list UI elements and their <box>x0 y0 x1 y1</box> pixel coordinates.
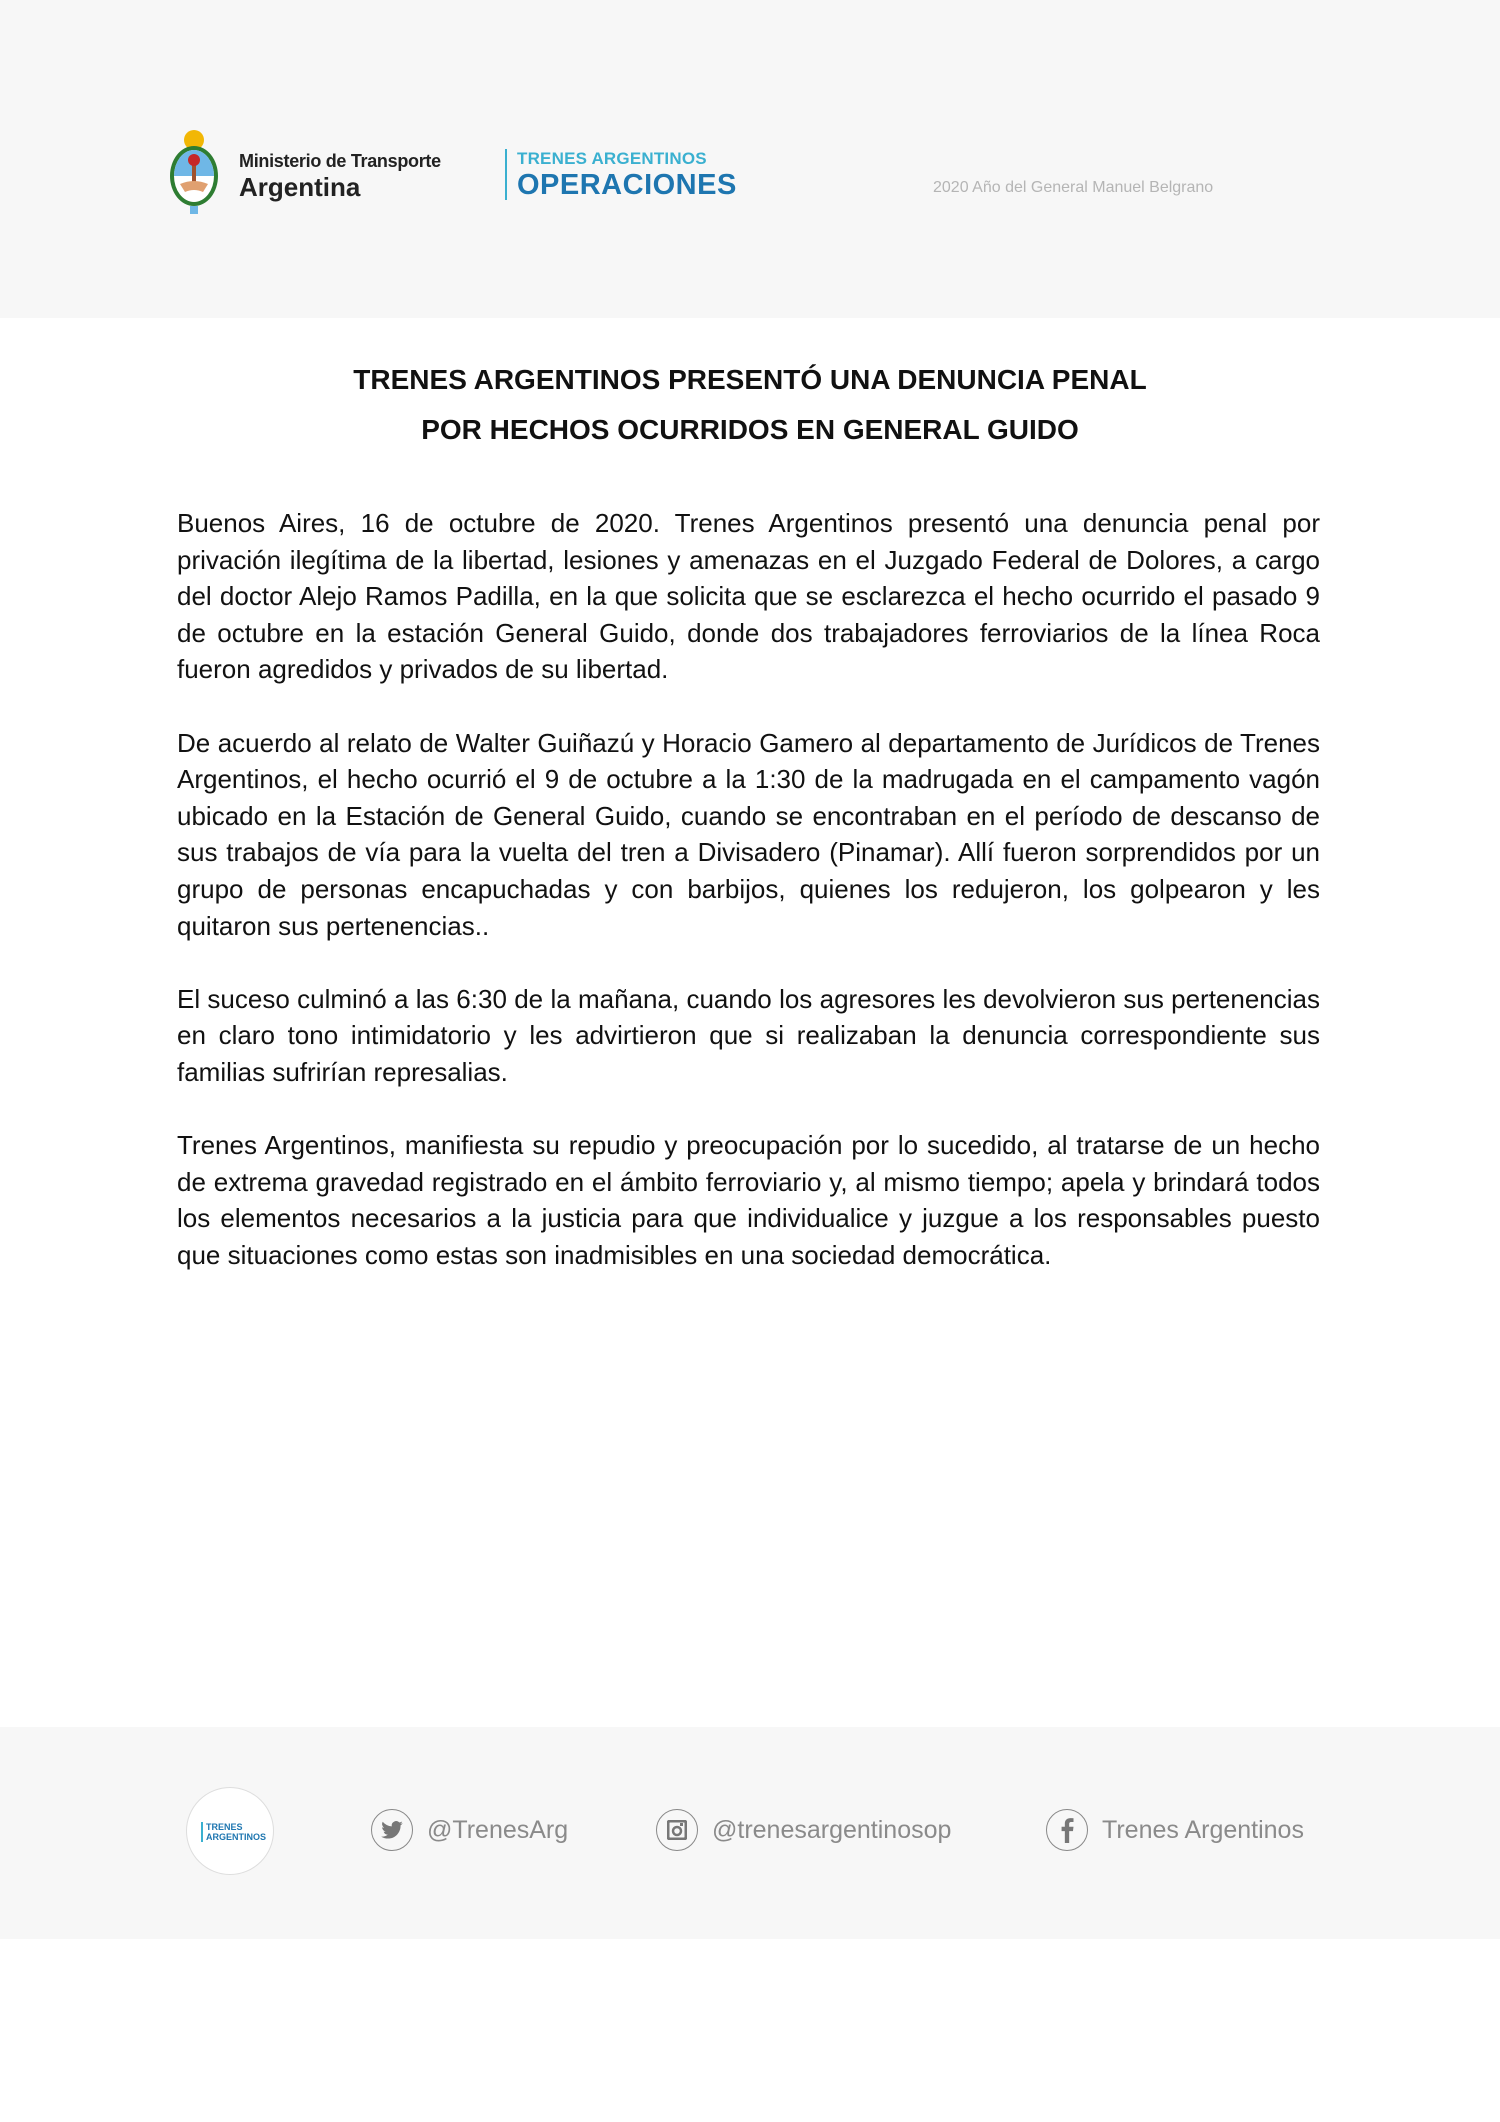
coat-of-arms-icon <box>163 126 225 218</box>
logo-divider <box>505 149 507 200</box>
logo-line-1: TRENES <box>206 1822 243 1832</box>
brand-name: TRENES ARGENTINOS <box>517 149 707 168</box>
instagram-icon <box>656 1809 698 1851</box>
ministry-name: Ministerio de Transporte <box>239 151 441 171</box>
facebook-page: Trenes Argentinos <box>1102 1815 1304 1844</box>
paragraph: De acuerdo al relato de Walter Guiñazú y Horacio Gamero al departamento de Jurídicos de Trenes Argentinos, el hecho ocurrió el 9 de octubre a la 1:30 de la madrugada en el campamento vagón ubicado en la Estación de General Guido, cuando se encontraban en el período de descanso de sus trabajos de vía para la vuelta del tren a Divisadero (Pinamar). Allí fueron sorprendidos por un grupo de personas encapuchadas y con barbijos, quienes los redujeron, los golpearon y les quitaron sus pertenencias.. <box>177 727 1320 941</box>
twitter-icon <box>371 1809 413 1851</box>
document-title-line-1: TRENES ARGENTINOS PRESENTÓ UNA DENUNCIA PENAL <box>353 364 1147 395</box>
ministry-logo <box>239 150 441 202</box>
paragraph: El suceso culminó a las 6:30 de la mañana, cuando los agresores les devolvieron sus pertenencias en claro tono intimidatorio y les advirtieron que si realizaban la denuncia correspondiente sus familias sufrirían represalias. <box>177 983 1320 1087</box>
twitter-link[interactable] <box>371 1809 568 1851</box>
facebook-icon <box>1046 1809 1088 1851</box>
document-body <box>177 505 1320 1310</box>
instagram-link[interactable] <box>656 1809 951 1851</box>
year-motto: 2020 Año del General Manuel Belgrano <box>933 179 1214 196</box>
document-title-line-2: POR HECHOS OCURRIDOS EN GENERAL GUIDO <box>421 414 1079 445</box>
twitter-handle: @TrenesArg <box>427 1815 569 1844</box>
facebook-link[interactable] <box>1046 1809 1304 1851</box>
instagram-handle: @trenesargentinosop <box>712 1815 952 1844</box>
paragraph: Buenos Aires, 16 de octubre de 2020. Trenes Argentinos presentó una denuncia penal por privación ilegítima de la libertad, lesiones y amenazas en el Juzgado Federal de Dolores, a cargo del doctor Alejo Ramos Padilla, en la que solicita que se esclarezca el hecho ocurrido el pasado 9 de octubre en la estación General Guido, donde dos trabajadores ferroviarios de la línea Roca fueron agredidos y privados de su libertad. <box>177 508 1320 685</box>
trenes-argentinos-logo <box>186 1787 274 1875</box>
logo-line-2: ARGENTINOS <box>206 1832 267 1842</box>
letterhead <box>0 0 1500 318</box>
brand-division: OPERACIONES <box>517 169 737 201</box>
country-name: Argentina <box>239 172 361 202</box>
paragraph: Trenes Argentinos, manifiesta su repudio y preocupación por lo sucedido, al tratarse de un hecho de extrema gravedad registrado en el ámbito ferroviario y, al mismo tiempo; apela y brindará todos los elementos necesarios a la justicia para que individualice y juzgue a los responsables puesto que situaciones como estas son inadmisibles en una sociedad democrática. <box>177 1130 1320 1270</box>
